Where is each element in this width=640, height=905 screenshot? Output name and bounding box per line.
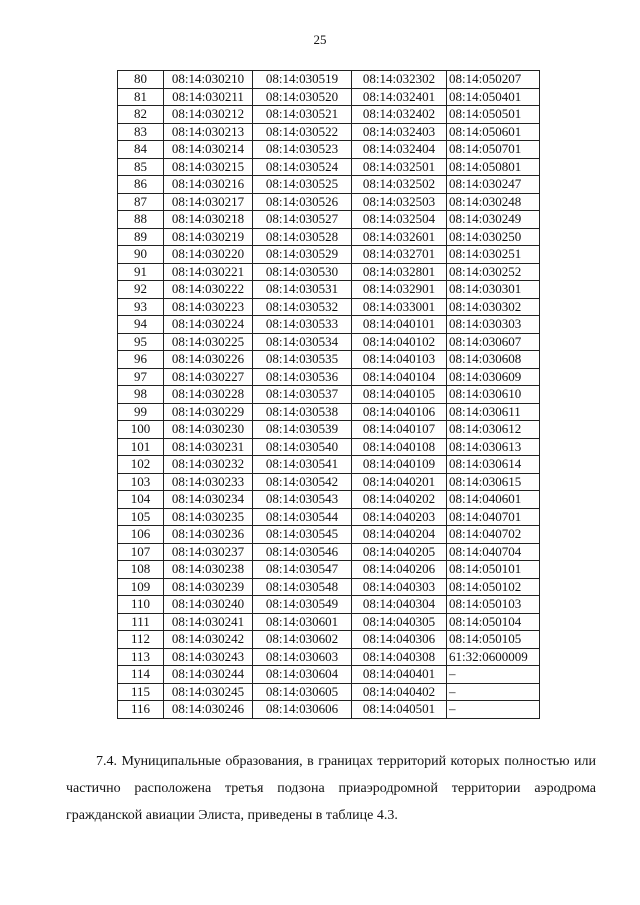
cadastral-number-cell: 08:14:040106 (352, 403, 447, 421)
cadastral-number-cell: 08:14:030519 (253, 71, 352, 89)
cadastral-number-cell: 08:14:030247 (447, 176, 540, 194)
row-number-cell: 115 (118, 683, 164, 701)
table-row (118, 281, 540, 299)
row-number-cell: 91 (118, 263, 164, 281)
cadastral-number-cell: 08:14:030539 (253, 421, 352, 439)
cadastral-number-cell: 08:14:030540 (253, 438, 352, 456)
cadastral-number-cell: 08:14:030224 (164, 316, 253, 334)
cadastral-number-cell: 08:14:050207 (447, 71, 540, 89)
cadastral-number-cell: 08:14:040108 (352, 438, 447, 456)
table-row (118, 438, 540, 456)
cadastral-number-cell: 08:14:030217 (164, 193, 253, 211)
cadastral-number-cell: 08:14:040308 (352, 648, 447, 666)
cadastral-number-cell: 08:14:030538 (253, 403, 352, 421)
cadastral-number-cell: 08:14:040501 (352, 701, 447, 719)
table-row (118, 298, 540, 316)
table-row (118, 596, 540, 614)
row-number-cell: 99 (118, 403, 164, 421)
cadastral-number-cell: 08:14:030533 (253, 316, 352, 334)
cadastral-number-cell: 08:14:030549 (253, 596, 352, 614)
cadastral-number-cell: 08:14:040107 (352, 421, 447, 439)
cadastral-number-cell: 08:14:032701 (352, 246, 447, 264)
table-row (118, 543, 540, 561)
cadastral-number-cell: 08:14:030604 (253, 666, 352, 684)
table-row (118, 456, 540, 474)
cadastral-number-cell: 08:14:030614 (447, 456, 540, 474)
cadastral-number-cell: 08:14:030223 (164, 298, 253, 316)
cadastral-number-cell: 08:14:040704 (447, 543, 540, 561)
page-number: 25 (313, 32, 327, 47)
row-number-cell: 83 (118, 123, 164, 141)
cadastral-number-cell: 08:14:030522 (253, 123, 352, 141)
cadastral-number-cell: 08:14:030528 (253, 228, 352, 246)
table-row (118, 683, 540, 701)
row-number-cell: 107 (118, 543, 164, 561)
cadastral-number-cell: 08:14:030235 (164, 508, 253, 526)
cadastral-number-cell: – (447, 701, 540, 719)
cadastral-number-cell: 08:14:032302 (352, 71, 447, 89)
table-row (118, 473, 540, 491)
cadastral-number-cell: 08:14:040304 (352, 596, 447, 614)
cadastral-number-cell: 08:14:040102 (352, 333, 447, 351)
cadastral-number-cell: 08:14:030532 (253, 298, 352, 316)
cadastral-number-cell: 08:14:050701 (447, 141, 540, 159)
cadastral-number-cell: 08:14:030520 (253, 88, 352, 106)
cadastral-number-cell: 08:14:030242 (164, 631, 253, 649)
cadastral-number-cell: 08:14:030249 (447, 211, 540, 229)
table-row (118, 526, 540, 544)
cadastral-number-cell: 08:14:050103 (447, 596, 540, 614)
cadastral-number-cell: 08:14:040303 (352, 578, 447, 596)
cadastral-number-cell: 08:14:050801 (447, 158, 540, 176)
cadastral-number-cell: 08:14:032403 (352, 123, 447, 141)
table-row (118, 141, 540, 159)
table-row (118, 631, 540, 649)
row-number-cell: 82 (118, 106, 164, 124)
cadastral-number-cell: 08:14:030226 (164, 351, 253, 369)
cadastral-number-cell: 08:14:030227 (164, 368, 253, 386)
row-number-cell: 95 (118, 333, 164, 351)
cadastral-number-cell: 08:14:030236 (164, 526, 253, 544)
cadastral-number-cell: 08:14:030543 (253, 491, 352, 509)
table-row (118, 421, 540, 439)
row-number-cell: 86 (118, 176, 164, 194)
cadastral-number-cell: 08:14:030610 (447, 386, 540, 404)
cadastral-number-cell: 08:14:030546 (253, 543, 352, 561)
cadastral-number-cell: 08:14:050501 (447, 106, 540, 124)
cadastral-number-cell: 08:14:040702 (447, 526, 540, 544)
row-number-cell: 112 (118, 631, 164, 649)
cadastral-number-cell: 08:14:030215 (164, 158, 253, 176)
cadastral-number-cell: 08:14:040601 (447, 491, 540, 509)
cadastral-number-cell: 08:14:030530 (253, 263, 352, 281)
cadastral-number-cell: 08:14:032504 (352, 211, 447, 229)
row-number-cell: 85 (118, 158, 164, 176)
table-row (118, 333, 540, 351)
row-number-cell: 110 (118, 596, 164, 614)
row-number-cell: 89 (118, 228, 164, 246)
row-number-cell: 109 (118, 578, 164, 596)
table-row (118, 613, 540, 631)
cadastral-number-cell: 08:14:030611 (447, 403, 540, 421)
table-row (118, 666, 540, 684)
row-number-cell: 104 (118, 491, 164, 509)
table-row (118, 316, 540, 334)
table-row (118, 561, 540, 579)
row-number-cell: 108 (118, 561, 164, 579)
cadastral-number-cell: 08:14:050601 (447, 123, 540, 141)
cadastral-number-cell: 08:14:040206 (352, 561, 447, 579)
cadastral-number-cell: 08:14:030542 (253, 473, 352, 491)
cadastral-number-cell: 08:14:030211 (164, 88, 253, 106)
cadastral-number-cell: 08:14:030213 (164, 123, 253, 141)
cadastral-number-cell: 08:14:030541 (253, 456, 352, 474)
cadastral-number-cell: 08:14:030218 (164, 211, 253, 229)
cadastral-number-cell: 08:14:032402 (352, 106, 447, 124)
cadastral-number-cell: 08:14:030527 (253, 211, 352, 229)
cadastral-number-cell: 08:14:030526 (253, 193, 352, 211)
cadastral-number-cell: 08:14:030252 (447, 263, 540, 281)
cadastral-number-cell: 08:14:030524 (253, 158, 352, 176)
row-number-cell: 98 (118, 386, 164, 404)
table-row (118, 176, 540, 194)
cadastral-number-cell: 08:14:030239 (164, 578, 253, 596)
cadastral-number-cell: 08:14:030232 (164, 456, 253, 474)
table-row (118, 386, 540, 404)
cadastral-number-cell: 08:14:040201 (352, 473, 447, 491)
cadastral-number-cell: 08:14:032901 (352, 281, 447, 299)
cadastral-number-cell: 08:14:030221 (164, 263, 253, 281)
row-number-cell: 80 (118, 71, 164, 89)
cadastral-number-cell: 08:14:030245 (164, 683, 253, 701)
cadastral-number-cell: 08:14:040105 (352, 386, 447, 404)
cadastral-number-cell: 08:14:030601 (253, 613, 352, 631)
cadastral-number-cell: 08:14:040109 (352, 456, 447, 474)
cadastral-number-cell: 08:14:030231 (164, 438, 253, 456)
table-row (118, 648, 540, 666)
table-row (118, 368, 540, 386)
cadastral-number-cell: 08:14:030234 (164, 491, 253, 509)
cadastral-number-cell: 08:14:033001 (352, 298, 447, 316)
row-number-cell: 88 (118, 211, 164, 229)
cadastral-number-cell: 08:14:030525 (253, 176, 352, 194)
cadastral-number-cell: 08:14:050101 (447, 561, 540, 579)
cadastral-number-cell: 08:14:030212 (164, 106, 253, 124)
table-row (118, 263, 540, 281)
row-number-cell: 87 (118, 193, 164, 211)
cadastral-number-cell: 08:14:032502 (352, 176, 447, 194)
cadastral-number-cell: 08:14:030607 (447, 333, 540, 351)
table-row (118, 71, 540, 89)
row-number-cell: 84 (118, 141, 164, 159)
table-row (118, 158, 540, 176)
cadastral-number-cell: 08:14:030523 (253, 141, 352, 159)
cadastral-number-cell: 08:14:030228 (164, 386, 253, 404)
table-row (118, 88, 540, 106)
cadastral-number-cell: 08:14:030219 (164, 228, 253, 246)
cadastral-number-cell: 08:14:030229 (164, 403, 253, 421)
cadastral-numbers-table (117, 70, 540, 719)
cadastral-number-cell: 08:14:030220 (164, 246, 253, 264)
row-number-cell: 113 (118, 648, 164, 666)
row-number-cell: 93 (118, 298, 164, 316)
row-number-cell: 116 (118, 701, 164, 719)
cadastral-number-cell: 08:14:030602 (253, 631, 352, 649)
cadastral-number-cell: 08:14:040701 (447, 508, 540, 526)
cadastral-number-cell: 08:14:030302 (447, 298, 540, 316)
cadastral-number-cell: 08:14:030536 (253, 368, 352, 386)
cadastral-number-cell: 08:14:030233 (164, 473, 253, 491)
cadastral-number-cell: 08:14:040204 (352, 526, 447, 544)
row-number-cell: 81 (118, 88, 164, 106)
table-row (118, 106, 540, 124)
cadastral-number-cell: 61:32:0600009 (447, 648, 540, 666)
cadastral-number-cell: 08:14:030225 (164, 333, 253, 351)
cadastral-number-cell: 08:14:030251 (447, 246, 540, 264)
table-row (118, 578, 540, 596)
cadastral-number-cell: 08:14:030547 (253, 561, 352, 579)
cadastral-number-cell: 08:14:030603 (253, 648, 352, 666)
table-row (118, 193, 540, 211)
row-number-cell: 97 (118, 368, 164, 386)
cadastral-number-cell: 08:14:040205 (352, 543, 447, 561)
cadastral-number-cell: 08:14:030303 (447, 316, 540, 334)
table-row (118, 123, 540, 141)
cadastral-number-cell: 08:14:040402 (352, 683, 447, 701)
cadastral-number-cell: 08:14:030216 (164, 176, 253, 194)
section-paragraph: 7.4. Муниципальные образования, в границах территорий которых полностью или частично расположена третья подзона приаэродромной территории аэродрома гражданской авиации Элиста, приведены в таблице 4.3. (66, 754, 596, 823)
cadastral-number-cell: 08:14:032401 (352, 88, 447, 106)
table-row (118, 351, 540, 369)
row-number-cell: 106 (118, 526, 164, 544)
cadastral-number-cell: 08:14:050102 (447, 578, 540, 596)
cadastral-number-cell: 08:14:030238 (164, 561, 253, 579)
cadastral-number-cell: – (447, 683, 540, 701)
cadastral-number-cell: 08:14:040203 (352, 508, 447, 526)
cadastral-number-cell: 08:14:050104 (447, 613, 540, 631)
table-row (118, 228, 540, 246)
cadastral-number-cell: 08:14:030243 (164, 648, 253, 666)
table-row (118, 491, 540, 509)
cadastral-number-cell: 08:14:040306 (352, 631, 447, 649)
cadastral-number-cell: 08:14:030230 (164, 421, 253, 439)
cadastral-number-cell: 08:14:030606 (253, 701, 352, 719)
cadastral-number-cell: 08:14:030237 (164, 543, 253, 561)
table-body (118, 71, 540, 719)
cadastral-number-cell: 08:14:030605 (253, 683, 352, 701)
row-number-cell: 96 (118, 351, 164, 369)
cadastral-number-cell: 08:14:030544 (253, 508, 352, 526)
cadastral-number-cell: 08:14:050401 (447, 88, 540, 106)
table-row (118, 211, 540, 229)
cadastral-number-cell: 08:14:030214 (164, 141, 253, 159)
row-number-cell: 105 (118, 508, 164, 526)
cadastral-number-cell: 08:14:030548 (253, 578, 352, 596)
cadastral-number-cell: 08:14:032404 (352, 141, 447, 159)
row-number-cell: 100 (118, 421, 164, 439)
cadastral-number-cell: 08:14:030250 (447, 228, 540, 246)
cadastral-number-cell: 08:14:030246 (164, 701, 253, 719)
cadastral-number-cell: 08:14:040202 (352, 491, 447, 509)
row-number-cell: 94 (118, 316, 164, 334)
row-number-cell: 101 (118, 438, 164, 456)
cadastral-number-cell: 08:14:040101 (352, 316, 447, 334)
row-number-cell: 111 (118, 613, 164, 631)
cadastral-number-cell: 08:14:030241 (164, 613, 253, 631)
cadastral-number-cell: 08:14:030537 (253, 386, 352, 404)
cadastral-number-cell: 08:14:030615 (447, 473, 540, 491)
cadastral-number-cell: 08:14:030240 (164, 596, 253, 614)
cadastral-number-cell: 08:14:032501 (352, 158, 447, 176)
cadastral-number-cell: 08:14:030535 (253, 351, 352, 369)
cadastral-number-cell: 08:14:030244 (164, 666, 253, 684)
table-row (118, 403, 540, 421)
row-number-cell: 92 (118, 281, 164, 299)
cadastral-number-cell: 08:14:030612 (447, 421, 540, 439)
cadastral-number-cell: 08:14:030531 (253, 281, 352, 299)
row-number-cell: 102 (118, 456, 164, 474)
cadastral-number-cell: – (447, 666, 540, 684)
cadastral-number-cell: 08:14:030210 (164, 71, 253, 89)
cadastral-number-cell: 08:14:040305 (352, 613, 447, 631)
cadastral-number-cell: 08:14:030613 (447, 438, 540, 456)
cadastral-number-cell: 08:14:030609 (447, 368, 540, 386)
cadastral-number-cell: 08:14:032801 (352, 263, 447, 281)
cadastral-number-cell: 08:14:050105 (447, 631, 540, 649)
cadastral-number-cell: 08:14:040103 (352, 351, 447, 369)
row-number-cell: 90 (118, 246, 164, 264)
table-row (118, 508, 540, 526)
cadastral-number-cell: 08:14:032503 (352, 193, 447, 211)
row-number-cell: 103 (118, 473, 164, 491)
cadastral-number-cell: 08:14:040104 (352, 368, 447, 386)
cadastral-number-cell: 08:14:030301 (447, 281, 540, 299)
row-number-cell: 114 (118, 666, 164, 684)
cadastral-number-cell: 08:14:030248 (447, 193, 540, 211)
cadastral-number-cell: 08:14:032601 (352, 228, 447, 246)
cadastral-number-cell: 08:14:040401 (352, 666, 447, 684)
cadastral-number-cell: 08:14:030545 (253, 526, 352, 544)
cadastral-number-cell: 08:14:030608 (447, 351, 540, 369)
cadastral-number-cell: 08:14:030222 (164, 281, 253, 299)
table-row (118, 701, 540, 719)
cadastral-number-cell: 08:14:030521 (253, 106, 352, 124)
table-row (118, 246, 540, 264)
cadastral-number-cell: 08:14:030529 (253, 246, 352, 264)
cadastral-number-cell: 08:14:030534 (253, 333, 352, 351)
